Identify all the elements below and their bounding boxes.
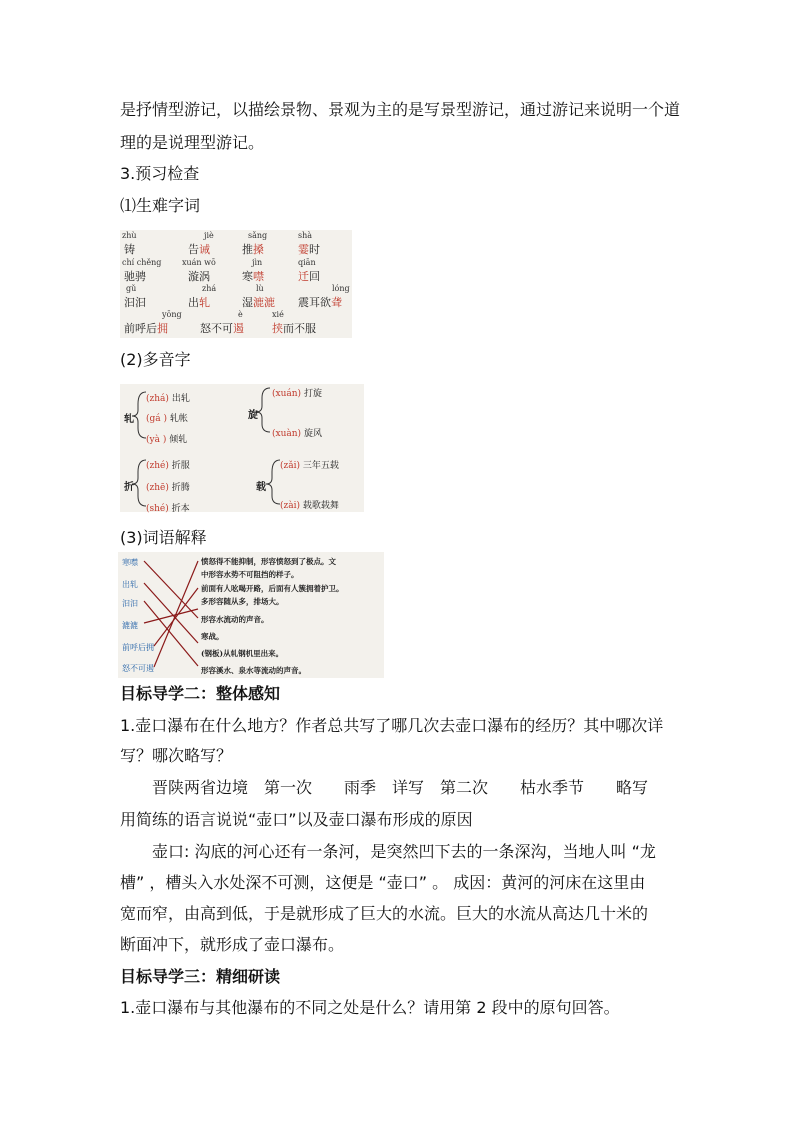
pinyin: lóng [332, 284, 350, 293]
text-line: 理的是说理型游记。 [120, 133, 265, 152]
pinyin: shà [298, 231, 313, 240]
pinyin: xuán wō [182, 258, 216, 267]
poly-char: 折 [124, 482, 134, 493]
poly-reading: (gá ) 轧帐 [146, 414, 188, 424]
answer: 宽而窄，由高到低，于是就形成了巨大的水流。巨大的水流从高达几十米的 [120, 904, 649, 923]
pinyin: jìn [252, 258, 263, 267]
match-definition: 寒战。 [201, 632, 224, 641]
word: 震耳欲聋 [298, 296, 342, 309]
section-heading: 目标导学二：整体感知 [120, 684, 281, 703]
poly-reading: (zhá) 出轧 [146, 394, 190, 404]
question: 1.壶口瀑布与其他瀑布的不同之处是什么？请用第 2 段中的原句回答。 [120, 998, 620, 1017]
pinyin: qiān [298, 258, 316, 267]
word: 前呼后拥 [124, 322, 168, 335]
subsection-heading: (3)词语解释 [120, 528, 207, 547]
answer: 断面冲下，就形成了壶口瀑布。 [120, 935, 345, 954]
match-definition: (钢板)从轧钢机里出来。 [201, 649, 284, 658]
pinyin: yōng [162, 310, 182, 319]
word: 湿漉漉 [242, 296, 275, 309]
pinyin: sǎng [248, 231, 268, 240]
poly-reading: (zǎi) 三年五载 [280, 461, 339, 471]
poly-reading: (yà ) 倾轧 [146, 435, 188, 445]
polyphone-image [120, 384, 364, 512]
word: 怒不可遏 [200, 322, 244, 335]
answer: 壶口: 沟底的河心还有一条河，是突然凹下去的一条深沟，当地人叫 “龙 [152, 842, 656, 861]
word: 告诫 [188, 243, 210, 256]
word-matching-image [118, 552, 384, 678]
match-definition: 形容水流动的声音。 [201, 615, 269, 624]
poly-char: 旋 [248, 410, 258, 421]
match-term: 漉漉 [122, 621, 138, 630]
subsection-heading: (2)多音字 [120, 350, 191, 369]
pinyin: zhá [202, 284, 217, 293]
section-heading: 目标导学三：精细研读 [120, 967, 281, 986]
match-term: 出轧 [122, 580, 138, 589]
poly-reading: (shé) 折本 [146, 504, 190, 514]
poly-char: 轧 [124, 414, 134, 425]
poly-reading: (xuán) 打旋 [272, 389, 322, 399]
question: 写？哪次略写？ [120, 746, 233, 765]
answer: 晋陕两省边境 第一次 雨季 详写 第二次 枯水季节 略写 [152, 778, 649, 797]
poly-char: 载 [256, 482, 266, 493]
word: 漩涡 [188, 270, 210, 283]
question: 1.壶口瀑布在什么地方？作者总共写了哪几次去壶口瀑布的经历？其中哪次详 [120, 716, 664, 735]
pinyin: lù [256, 284, 264, 293]
match-term: 汩汩 [122, 599, 138, 608]
match-term: 前呼后拥 [122, 643, 154, 652]
word: 霎时 [298, 243, 320, 256]
answer: 槽” ，槽头入水处深不可测，这便是 “壶口” 。 成因：黄河的河床在这里由 [120, 873, 646, 892]
poly-reading: (zài) 载歌载舞 [280, 501, 339, 511]
word: 铸 [124, 243, 135, 256]
pinyin: gǔ [126, 284, 137, 293]
question: 用简练的语言说说“壶口”以及壶口瀑布形成的原因 [120, 810, 473, 829]
pinyin: chí chěng [122, 258, 162, 267]
vocabulary-image [120, 230, 352, 338]
poly-reading: (zhé) 折服 [146, 461, 190, 471]
word: 推搡 [242, 243, 264, 256]
match-term: 寒噤 [122, 558, 138, 567]
poly-reading: (xuàn) 旋风 [272, 429, 322, 439]
match-definition: 多形容随从多，排场大。 [201, 597, 284, 606]
text-line: 是抒情型游记，以描绘景物、景观为主的是写景型游记，通过游记来说明一个道 [120, 100, 681, 119]
subsection-heading: ⑴生难字词 [120, 196, 201, 215]
match-definition: 中形容水势不可阻挡的样子。 [201, 570, 299, 579]
match-definition: 愤怒得不能抑制，形容愤怒到了极点。文 [201, 557, 336, 566]
word: 迁回 [298, 270, 320, 283]
match-term: 怒不可遏 [122, 664, 154, 673]
word: 驰骋 [124, 270, 146, 283]
match-definition: 前面有人吆喝开路，后面有人簇拥着护卫。 [201, 584, 344, 593]
pinyin: è [238, 310, 243, 319]
word: 寒噤 [242, 270, 264, 283]
match-definition: 形容溪水、泉水等流动的声音。 [201, 666, 306, 675]
word: 汩汩 [124, 296, 146, 309]
poly-reading: (zhē) 折腾 [146, 483, 190, 493]
pinyin: xié [272, 310, 284, 319]
pinyin: zhù [122, 231, 137, 240]
pinyin: jiè [204, 231, 214, 240]
section-heading: 3.预习检查 [120, 164, 200, 183]
word: 出轧 [188, 296, 210, 309]
word: 挟而不服 [272, 322, 316, 335]
